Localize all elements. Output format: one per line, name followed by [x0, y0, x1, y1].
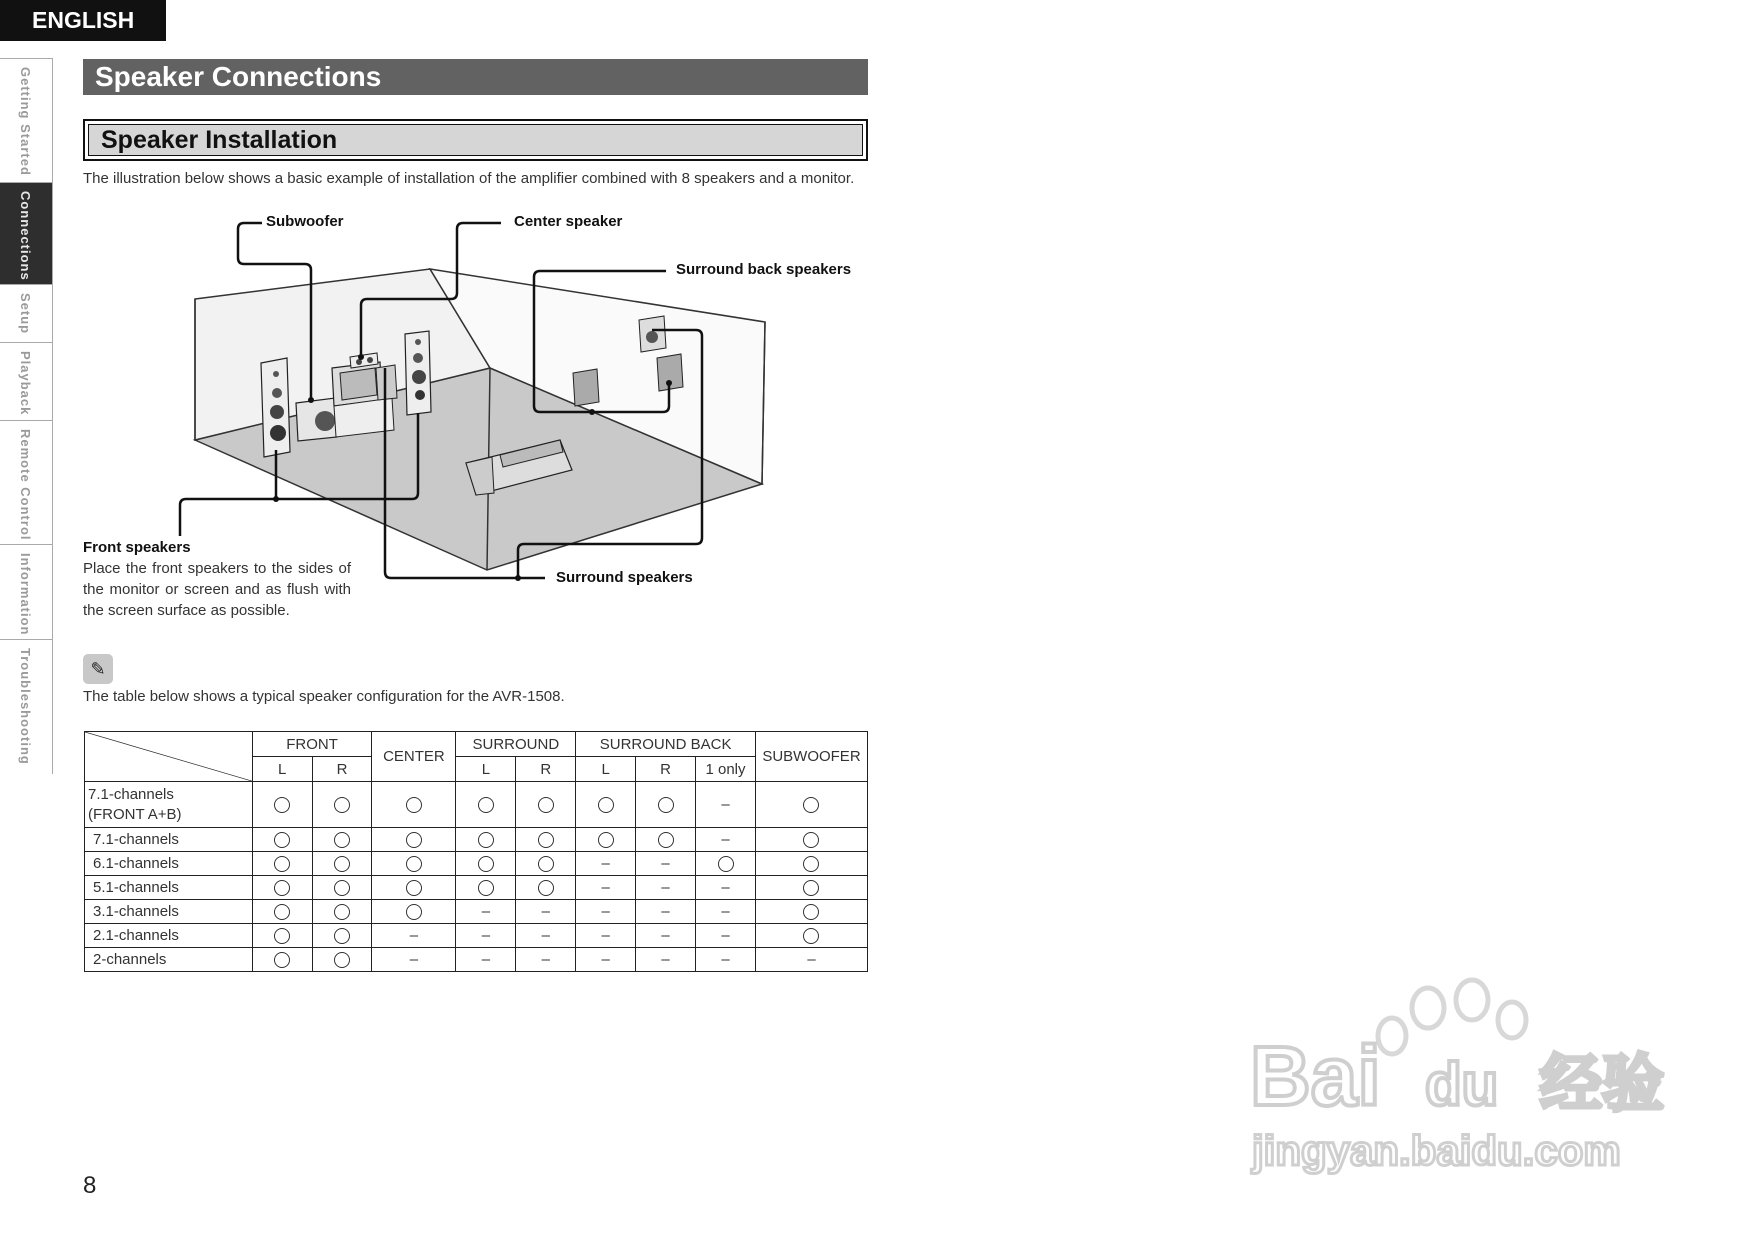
supported-cell: [372, 876, 456, 900]
chapter-tab-label: Remote Control: [18, 429, 33, 541]
circle-icon: [478, 880, 494, 896]
watermark-logo: [1240, 970, 1670, 1180]
circle-icon: [803, 832, 819, 848]
col-subwoofer: SUBWOOFER: [755, 732, 867, 782]
col-center: CENTER: [372, 732, 456, 782]
watermark-url: jingyan.baidu.com: [1252, 1127, 1621, 1174]
table-corner: [85, 732, 253, 782]
supported-cell: [312, 924, 372, 948]
table-row: [85, 852, 868, 876]
circle-icon: [274, 904, 290, 920]
label-surround: Surround speakers: [556, 569, 693, 586]
row-label: 7.1-channels (FRONT A+B): [85, 782, 253, 828]
circle-icon: [406, 797, 422, 813]
supported-cell: [252, 852, 312, 876]
surround-left-speaker: [573, 369, 599, 406]
unsupported-cell: –: [576, 948, 636, 972]
supported-cell: [312, 900, 372, 924]
supported-cell: [755, 828, 867, 852]
circle-icon: [803, 928, 819, 944]
circle-icon: [274, 952, 290, 968]
sub-back-r: R: [636, 757, 696, 782]
table-intro-text: The table below shows a typical speaker configuration for the AVR-1508.: [83, 688, 565, 705]
row-label: 3.1-channels: [85, 900, 253, 924]
circle-icon: [598, 797, 614, 813]
label-front-speakers: Front speakers: [83, 539, 191, 556]
circle-icon: [538, 832, 554, 848]
supported-cell: [372, 782, 456, 828]
circle-icon: [406, 880, 422, 896]
front-right-speaker: [405, 331, 431, 415]
row-label: 6.1-channels: [85, 852, 253, 876]
unsupported-cell: –: [636, 948, 696, 972]
supported-cell: [755, 852, 867, 876]
unsupported-cell: –: [636, 852, 696, 876]
circle-icon: [274, 928, 290, 944]
circle-icon: [274, 797, 290, 813]
circle-icon: [406, 832, 422, 848]
supported-cell: [576, 782, 636, 828]
unsupported-cell: –: [456, 948, 516, 972]
supported-cell: [696, 852, 756, 876]
supported-cell: [372, 828, 456, 852]
table-row: [85, 782, 868, 828]
unsupported-cell: –: [516, 924, 576, 948]
label-center-speaker: Center speaker: [514, 213, 623, 230]
circle-icon: [803, 856, 819, 872]
supported-cell: [252, 924, 312, 948]
supported-cell: [576, 828, 636, 852]
supported-cell: [755, 876, 867, 900]
chapter-tab-label: Information: [18, 553, 33, 636]
circle-icon: [718, 856, 734, 872]
supported-cell: [516, 852, 576, 876]
circle-icon: [334, 797, 350, 813]
surround-back-speakers: [639, 316, 666, 352]
col-surround: SURROUND: [456, 732, 576, 757]
unsupported-cell: –: [576, 900, 636, 924]
circle-icon: [478, 797, 494, 813]
language-tab: ENGLISH: [0, 0, 166, 41]
svg-text:经验: 经验: [1540, 1047, 1665, 1120]
circle-icon: [406, 856, 422, 872]
circle-icon: [538, 797, 554, 813]
unsupported-cell: –: [576, 924, 636, 948]
supported-cell: [312, 828, 372, 852]
row-label: 2-channels: [85, 948, 253, 972]
pencil-icon: ✎: [83, 654, 113, 684]
unsupported-cell: –: [576, 852, 636, 876]
col-surround-back: SURROUND BACK: [576, 732, 756, 757]
monitor: [332, 362, 397, 437]
circle-icon: [274, 832, 290, 848]
circle-icon: [334, 952, 350, 968]
intro-text: The illustration below shows a basic example of installation of the amplifier combined with 8 speakers and a monitor.: [83, 170, 855, 187]
row-label: 7.1-channels: [85, 828, 253, 852]
sub-front-l: L: [252, 757, 312, 782]
unsupported-cell: –: [372, 924, 456, 948]
front-speakers-block: [83, 537, 351, 621]
supported-cell: [372, 900, 456, 924]
table-row: [85, 900, 868, 924]
unsupported-cell: –: [696, 782, 756, 828]
circle-icon: [478, 856, 494, 872]
front-left-speaker: [261, 358, 290, 457]
unsupported-cell: –: [372, 948, 456, 972]
unsupported-cell: –: [696, 948, 756, 972]
supported-cell: [456, 828, 516, 852]
supported-cell: [252, 828, 312, 852]
label-subwoofer: Subwoofer: [266, 213, 344, 230]
speaker-config-table: [84, 731, 868, 972]
unsupported-cell: –: [696, 924, 756, 948]
row-label: 5.1-channels: [85, 876, 253, 900]
sub-back-l: L: [576, 757, 636, 782]
unsupported-cell: –: [636, 876, 696, 900]
unsupported-cell: –: [696, 828, 756, 852]
table-row: [85, 924, 868, 948]
circle-icon: [538, 856, 554, 872]
chapter-tab-label: Setup: [18, 293, 33, 335]
chapter-tab-label: Connections: [18, 191, 33, 281]
subsection-title: Speaker Installation: [88, 124, 863, 156]
supported-cell: [516, 876, 576, 900]
unsupported-cell: –: [516, 948, 576, 972]
table-row: [85, 948, 868, 972]
circle-icon: [334, 880, 350, 896]
circle-icon: [803, 797, 819, 813]
col-front: FRONT: [252, 732, 372, 757]
chapter-tab-label: Playback: [18, 351, 33, 416]
supported-cell: [312, 782, 372, 828]
supported-cell: [312, 948, 372, 972]
unsupported-cell: –: [516, 900, 576, 924]
row-label: 2.1-channels: [85, 924, 253, 948]
supported-cell: [252, 948, 312, 972]
sub-surround-r: R: [516, 757, 576, 782]
supported-cell: [312, 852, 372, 876]
circle-icon: [334, 832, 350, 848]
supported-cell: [516, 782, 576, 828]
supported-cell: [755, 782, 867, 828]
unsupported-cell: –: [576, 876, 636, 900]
circle-icon: [803, 904, 819, 920]
supported-cell: [252, 876, 312, 900]
table-row: [85, 876, 868, 900]
circle-icon: [406, 904, 422, 920]
chapter-tab-label: Troubleshooting: [18, 648, 33, 765]
unsupported-cell: –: [636, 924, 696, 948]
svg-text:Bai: Bai: [1250, 1029, 1381, 1123]
svg-text:du: du: [1425, 1051, 1499, 1118]
unsupported-cell: –: [456, 924, 516, 948]
supported-cell: [456, 876, 516, 900]
supported-cell: [252, 782, 312, 828]
unsupported-cell: –: [696, 900, 756, 924]
unsupported-cell: –: [696, 876, 756, 900]
supported-cell: [252, 900, 312, 924]
subwoofer-speaker: [296, 398, 337, 441]
unsupported-cell: –: [456, 900, 516, 924]
circle-icon: [334, 928, 350, 944]
supported-cell: [636, 782, 696, 828]
sub-surround-l: L: [456, 757, 516, 782]
sub-front-r: R: [312, 757, 372, 782]
circle-icon: [538, 880, 554, 896]
page-number: 8: [83, 1172, 97, 1199]
supported-cell: [516, 828, 576, 852]
label-surround-back: Surround back speakers: [676, 261, 852, 278]
supported-cell: [372, 852, 456, 876]
supported-cell: [755, 900, 867, 924]
sub-back-1only: 1 only: [696, 757, 756, 782]
circle-icon: [274, 880, 290, 896]
circle-icon: [274, 856, 290, 872]
circle-icon: [803, 880, 819, 896]
table-row: [85, 828, 868, 852]
unsupported-cell: –: [636, 900, 696, 924]
supported-cell: [755, 924, 867, 948]
circle-icon: [598, 832, 614, 848]
chapter-tab-label: Getting Started: [18, 67, 33, 176]
section-title: Speaker Connections: [83, 59, 868, 95]
circle-icon: [334, 856, 350, 872]
circle-icon: [334, 904, 350, 920]
circle-icon: [478, 832, 494, 848]
unsupported-cell: –: [755, 948, 867, 972]
supported-cell: [636, 828, 696, 852]
supported-cell: [456, 782, 516, 828]
circle-icon: [658, 832, 674, 848]
supported-cell: [312, 876, 372, 900]
circle-icon: [658, 797, 674, 813]
front-speakers-description: Place the front speakers to the sides of the monitor or screen and as flush with the screen surface as possible.: [83, 560, 351, 619]
supported-cell: [456, 852, 516, 876]
